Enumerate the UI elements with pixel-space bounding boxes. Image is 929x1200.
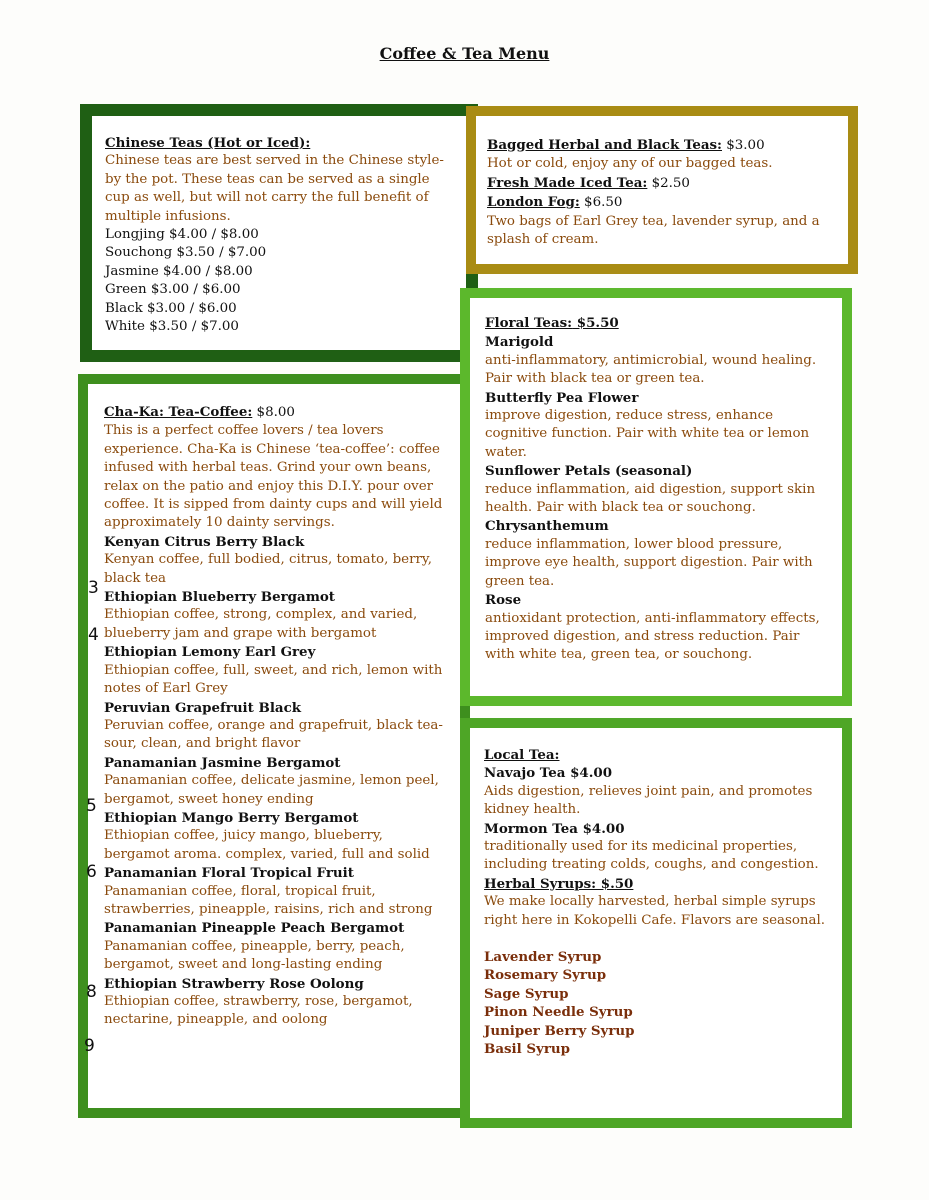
fog-price: $6.50 bbox=[579, 195, 623, 211]
handwritten-mark: 5 bbox=[86, 796, 97, 816]
syrups-desc: We make locally harvested, herbal simple syrups right here in Kokopelli Cafe. Flavors are seasonal. bbox=[484, 894, 826, 928]
syrup-item: Sage Syrup bbox=[484, 985, 569, 1002]
coffee-name: Panamanian Floral Tropical Fruit bbox=[104, 865, 354, 882]
chinese-heading: Chinese Teas (Hot or Iced): bbox=[105, 135, 311, 151]
floral-name: Marigold bbox=[485, 334, 554, 351]
floral-desc: reduce inflammation, aid digestion, support skin health. Pair with black tea or souchong. bbox=[485, 481, 816, 516]
local-section bbox=[484, 746, 829, 1059]
iced-label: Fresh Made Iced Tea: bbox=[487, 174, 648, 191]
coffee-name: Panamanian Jasmine Bergamot bbox=[104, 754, 341, 771]
coffee-name: Ethiopian Lemony Earl Grey bbox=[104, 644, 316, 661]
coffee-name: Kenyan Citrus Berry Black bbox=[104, 533, 305, 550]
floral-name: Butterfly Pea Flower bbox=[485, 389, 639, 406]
floral-desc: improve digestion, reduce stress, enhance cognitive function. Pair with white tea or lemon water. bbox=[485, 408, 810, 460]
syrup-item: Lavender Syrup bbox=[484, 949, 602, 966]
handwritten-mark: 4 bbox=[88, 625, 99, 645]
syrup-item: Juniper Berry Syrup bbox=[484, 1022, 635, 1039]
chinese-item: Black $3.00 / $6.00 bbox=[105, 300, 237, 316]
local-desc: traditionally used for its medicinal properties, including treating colds, coughs, and congestion. bbox=[484, 839, 819, 873]
syrup-item: Rosemary Syrup bbox=[484, 967, 607, 984]
chinese-desc: Chinese teas are best served in the Chinese style- by the pot. These teas can be served as a single cup as well, but will not carry the full benefit of multiple infusions. bbox=[105, 153, 444, 224]
chaka-desc: This is a perfect coffee lovers / tea lovers experience. Cha-Ka is Chinese ‘tea-coffee’: coffee infused with herbal teas. Grind your own beans, relax on the patio and enjoy this D.I.Y. pour over coffee. It is sipped from dainty cups and will yield approximately 10 dainty servings. bbox=[104, 423, 443, 531]
floral-name: Chrysanthemum bbox=[485, 518, 609, 535]
syrups-label: Herbal Syrups: $.50 bbox=[484, 875, 634, 892]
bagged-label: Bagged Herbal and Black Teas: bbox=[487, 137, 722, 153]
coffee-name: Ethiopian Blueberry Bergamot bbox=[104, 589, 335, 606]
coffee-name: Panamanian Pineapple Peach Bergamot bbox=[104, 920, 405, 937]
fog-label: London Fog: bbox=[487, 194, 580, 211]
coffee-name: Ethiopian Strawberry Rose Oolong bbox=[104, 975, 364, 992]
local-name: Mormon Tea $4.00 bbox=[484, 820, 625, 837]
floral-name: Sunflower Petals (seasonal) bbox=[485, 463, 693, 480]
coffee-desc: Panamanian coffee, pineapple, berry, peach, bergamot, sweet and long-lasting ending bbox=[104, 938, 405, 973]
coffee-desc: Peruvian coffee, orange and grapefruit, black tea- sour, clean, and bright flavor bbox=[104, 717, 443, 752]
syrup-item: Basil Syrup bbox=[484, 1041, 570, 1058]
floral-price: $5.50 bbox=[572, 315, 619, 331]
fog-desc: Two bags of Earl Grey tea, lavender syrup, and a splash of cream. bbox=[487, 213, 820, 248]
floral-label: Floral Teas: bbox=[485, 315, 573, 331]
syrup-item: Pinon Needle Syrup bbox=[484, 1004, 633, 1021]
coffee-desc: Ethiopian coffee, juicy mango, blueberry, bergamot aroma. complex, varied, full and solid bbox=[104, 828, 430, 862]
floral-section bbox=[485, 314, 830, 665]
coffee-desc: Ethiopian coffee, full, sweet, and rich, lemon with notes of Earl Grey bbox=[104, 662, 443, 697]
local-label: Local Tea: bbox=[484, 747, 560, 763]
coffee-desc: Ethiopian coffee, strawberry, rose, bergamot, nectarine, pineapple, and oolong bbox=[104, 994, 413, 1028]
handwritten-mark: 8 bbox=[86, 982, 97, 1002]
bagged-price: $3.00 bbox=[722, 138, 765, 153]
menu-title: Coffee & Tea Menu bbox=[379, 44, 550, 63]
chinese-item: Longjing $4.00 / $8.00 bbox=[105, 227, 259, 243]
bagged-section bbox=[487, 136, 837, 249]
coffee-desc: Panamanian coffee, floral, tropical fruit, strawberries, pineapple, raisins, rich and strong bbox=[104, 883, 433, 917]
chinese-item: Jasmine $4.00 / $8.00 bbox=[105, 263, 253, 279]
coffee-name: Peruvian Grapefruit Black bbox=[104, 699, 302, 716]
chaka-section bbox=[104, 403, 449, 1030]
chinese-section bbox=[105, 134, 457, 336]
chaka-price: $8.00 bbox=[252, 405, 295, 420]
floral-name: Rose bbox=[485, 592, 522, 609]
floral-desc: anti-inflammatory, antimicrobial, wound healing. Pair with black tea or green tea. bbox=[485, 352, 817, 387]
floral-desc: reduce inflammation, lower blood pressure, improve eye health, support digestion. Pair with green tea. bbox=[485, 536, 813, 589]
chinese-item: Souchong $3.50 / $7.00 bbox=[105, 245, 267, 261]
bagged-desc: Hot or cold, enjoy any of our bagged teas. bbox=[487, 156, 773, 172]
chinese-item: White $3.50 / $7.00 bbox=[105, 319, 239, 335]
handwritten-mark: 9 bbox=[84, 1036, 95, 1056]
coffee-desc: Ethiopian coffee, strong, complex, and varied, blueberry jam and grape with bergamot bbox=[104, 607, 418, 641]
chinese-item: Green $3.00 / $6.00 bbox=[105, 282, 241, 298]
chaka-label: Cha-Ka: Tea-Coffee: bbox=[104, 404, 253, 420]
coffee-desc: Kenyan coffee, full bodied, citrus, tomato, berry, black tea bbox=[104, 552, 432, 586]
floral-desc: antioxidant protection, anti-inflammatory effects, improved digestion, and stress reduction. Pair with white tea, green tea, or souchong. bbox=[485, 610, 820, 663]
handwritten-mark: 3 bbox=[88, 578, 99, 598]
local-name: Navajo Tea $4.00 bbox=[484, 765, 613, 782]
coffee-name: Ethiopian Mango Berry Bergamot bbox=[104, 809, 359, 826]
iced-price: $2.50 bbox=[647, 175, 690, 191]
local-desc: Aids digestion, relieves joint pain, and promotes kidney health. bbox=[484, 783, 813, 818]
handwritten-mark: 6 bbox=[86, 862, 97, 882]
coffee-desc: Panamanian coffee, delicate jasmine, lemon peel, bergamot, sweet honey ending bbox=[104, 773, 439, 807]
